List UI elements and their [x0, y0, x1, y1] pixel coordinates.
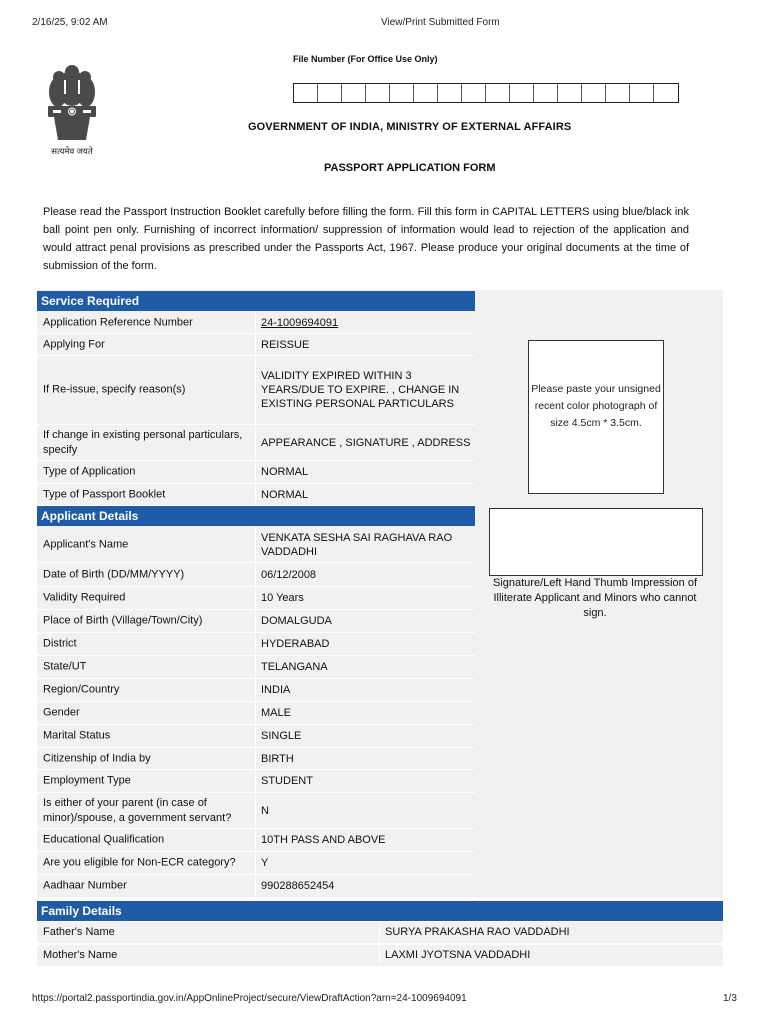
field-label: Gender: [43, 706, 80, 719]
print-page-number: 1/3: [723, 993, 737, 1004]
photo-placeholder-box: [528, 340, 664, 494]
field-value: TELANGANA: [261, 661, 328, 673]
file-number-box: [654, 84, 678, 102]
file-number-box: [438, 84, 462, 102]
row-citizenship: [37, 748, 475, 770]
field-label: Applicant's Name: [43, 538, 129, 550]
field-value: 06/12/2008: [261, 568, 317, 581]
section-service-required: Service Required: [37, 291, 475, 311]
file-number-box: [462, 84, 486, 102]
field-value: BIRTH: [261, 752, 294, 765]
file-number-box: [630, 84, 654, 102]
field-label: Type of Passport Booklet: [43, 488, 166, 500]
field-label: Application Reference Number: [43, 316, 193, 328]
field-value: NORMAL: [261, 488, 309, 501]
file-number-box: [366, 84, 390, 102]
file-number-boxes: [293, 83, 679, 103]
field-label: Marital Status: [43, 729, 111, 742]
field-label: Aadhaar Number: [43, 879, 127, 892]
field-value: STUDENT: [261, 775, 313, 787]
row-application-reference-number: [37, 312, 475, 334]
field-value: NORMAL: [261, 466, 309, 478]
file-number-label: File Number (For Office Use Only): [293, 54, 438, 64]
row-parent-government-servant: [37, 793, 475, 829]
field-value: SINGLE: [261, 730, 302, 742]
file-number-box: [414, 84, 438, 102]
row-aadhaar-number: [37, 875, 475, 898]
file-number-box: [582, 84, 606, 102]
row-fathers-name: [37, 922, 723, 944]
file-number-box: [486, 84, 510, 102]
field-value: MALE: [261, 707, 291, 719]
field-value: HYDERABAD: [261, 638, 330, 650]
field-value: Y: [261, 857, 269, 869]
row-reissue-reason: [37, 356, 475, 425]
row-type-of-application: [37, 461, 475, 484]
row-state-ut: [37, 656, 475, 679]
row-region-country: [37, 679, 475, 702]
row-applicant-name: [37, 527, 475, 563]
row-change-particulars: [37, 425, 475, 461]
row-educational-qualification: [37, 829, 475, 852]
photo-instruction: Please paste your unsigned recent color photograph of size 4.5cm * 3.5cm.: [531, 383, 661, 429]
field-label: Citizenship of India by: [43, 752, 151, 764]
row-mothers-name: [37, 945, 723, 967]
field-value: VENKATA SESHA SAI RAGHAVA RAO VADDADHI: [261, 531, 453, 558]
section-family-details: Family Details: [37, 901, 723, 921]
file-number-box: [558, 84, 582, 102]
signature-box: [489, 508, 703, 576]
field-value: 10 Years: [261, 592, 304, 604]
field-label: If change in existing personal particulars, specify: [43, 428, 243, 456]
row-non-ecr-eligibility: [37, 852, 475, 875]
field-label: Region/Country: [43, 683, 120, 696]
field-value: DOMALGUDA: [261, 615, 332, 627]
field-value: 990288652454: [261, 880, 335, 892]
field-label: Are you eligible for Non-ECR category?: [43, 856, 236, 869]
print-datetime: 2/16/25, 9:02 AM: [32, 17, 108, 28]
field-label: Validity Required: [43, 591, 126, 604]
field-label: Applying For: [43, 338, 105, 350]
row-validity-required: [37, 587, 475, 610]
instructions-paragraph: Please read the Passport Instruction Booklet carefully before filling the form. Fill this form in CAPITAL LETTERS using blue/black ink ball point pen only. Furnishing of incorrect information/ suppression of information would lead to rejection of the application and would attract penal provisions as prescribed under the Passports Act, 1967. Please produce your original documents at the time of submission of the form.: [43, 206, 689, 272]
field-label: Father's Name: [43, 926, 115, 938]
field-label: Employment Type: [43, 774, 131, 787]
field-label: Mother's Name: [43, 949, 118, 961]
emblem-motto: सत्यमेव जयते: [51, 146, 93, 156]
field-value: REISSUE: [261, 338, 310, 351]
field-label: Place of Birth (Village/Town/City): [43, 614, 203, 627]
row-gender: [37, 702, 475, 725]
print-url[interactable]: https://portal2.passportindia.gov.in/AppOnlineProject/secure/ViewDraftAction?arn=24-1009694091: [32, 993, 467, 1004]
file-number-box: [510, 84, 534, 102]
file-number-box: [390, 84, 414, 102]
field-label: Educational Qualification: [43, 833, 165, 846]
row-marital-status: [37, 725, 475, 748]
field-value: VALIDITY EXPIRED WITHIN 3 YEARS/DUE TO EXPIRE. , CHANGE IN EXISTING PERSONAL PARTICULARS: [261, 370, 460, 410]
field-value: INDIA: [261, 684, 291, 696]
file-number-box: [534, 84, 558, 102]
file-number-box: [318, 84, 342, 102]
field-label: If Re-issue, specify reason(s): [43, 383, 186, 396]
application-reference-link[interactable]: 24-1009694091: [261, 316, 339, 329]
print-page-title: View/Print Submitted Form: [381, 17, 500, 28]
row-date-of-birth: [37, 563, 475, 587]
field-label: Date of Birth (DD/MM/YYYY): [43, 568, 185, 580]
row-place-of-birth: [37, 610, 475, 633]
field-label: Type of Application: [43, 465, 136, 478]
file-number-box: [294, 84, 318, 102]
field-value: N: [261, 804, 269, 817]
field-label: Is either of your parent (in case of minor)/spouse, a government servant?: [43, 796, 232, 824]
form-title: PASSPORT APPLICATION FORM: [324, 162, 496, 174]
row-district: [37, 633, 475, 656]
field-value: 10TH PASS AND ABOVE: [261, 834, 386, 846]
file-number-box: [606, 84, 630, 102]
row-type-of-passport-booklet: [37, 484, 475, 506]
field-value: LAXMI JYOTSNA VADDADHI: [385, 949, 531, 961]
field-value: SURYA PRAKASHA RAO VADDADHI: [385, 926, 570, 938]
field-value: APPEARANCE , SIGNATURE , ADDRESS: [261, 436, 471, 449]
ministry-heading: GOVERNMENT OF INDIA, MINISTRY OF EXTERNAL AFFAIRS: [248, 121, 572, 133]
field-label: District: [43, 637, 77, 650]
file-number-box: [342, 84, 366, 102]
signature-instruction: Signature/Left Hand Thumb Impression of Illiterate Applicant and Minors who cannot sign.: [492, 577, 698, 619]
row-employment-type: [37, 770, 475, 793]
section-applicant-details: Applicant Details: [37, 506, 475, 526]
field-label: State/UT: [43, 660, 87, 673]
row-applying-for: [37, 334, 475, 356]
